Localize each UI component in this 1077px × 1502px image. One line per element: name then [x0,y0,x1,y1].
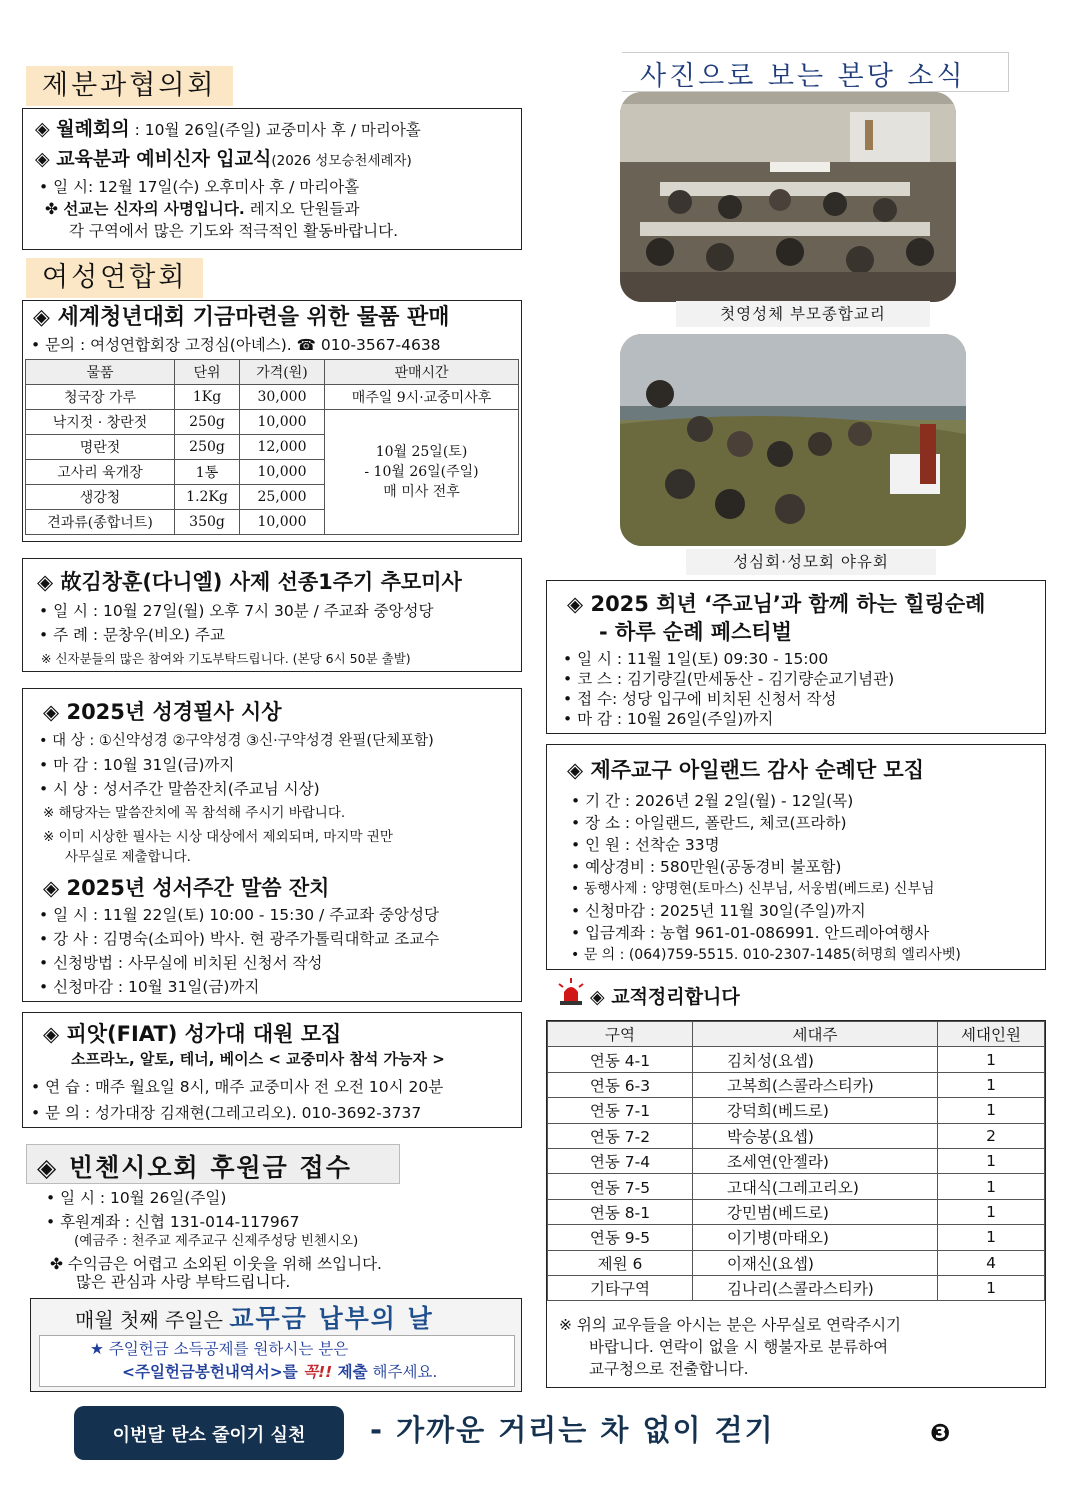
table-row: 제원 6 이재신(요셉) 4 [548,1250,1045,1275]
memorial-line-1: • 일 시 : 10월 27일(월) 오후 7시 30분 / 주교좌 중앙성당 [39,602,434,620]
pilgrimage-line-4: • 마 감 : 10월 26일(주일)까지 [563,710,774,728]
bible-line-b2: • 강 사 : 김명숙(소피아) 박사. 현 광주가톨릭대학교 조교수 [39,930,440,948]
dues-line-2: <주일헌금봉헌내역서>를 꼭!! 제출 해주세요. [122,1363,438,1381]
ireland-heading: ◈ 제주교구 아일랜드 감사 순례단 모집 [567,758,924,782]
footer-slogan: - 가까운 거리는 차 없이 걷기 [370,1413,775,1447]
dues-line-1: ★ 주일헌금 소득공제를 원하시는 분은 [90,1340,349,1358]
memorial-line-2: • 주 례 : 문창우(비오) 주교 [39,626,225,644]
memorial-box [22,558,522,672]
pilgrimage-line-2: • 코 스 : 김기량길(만세동산 - 김기량순교기념관) [563,670,895,688]
table-row: 연동 7-5 고대식(그레고리오) 1 [548,1174,1045,1199]
carbon-badge: 이번달 탄소 줄이기 실천 [74,1406,344,1460]
registry-table [547,1021,1045,1301]
ireland-line-6: • 신청마감 : 2025년 11월 30일(주일)까지 [571,902,866,920]
bible-heading-1: ◈ 2025년 성경필사 시상 [43,700,282,724]
table-row: 기타구역 김나리(스콜라스티카) 1 [548,1275,1045,1300]
photo-section-title: 사진으로 보는 본당 소식 [622,52,1009,92]
ireland-box [546,744,1046,970]
choir-line-1: • 연 습 : 매주 월요일 8시, 매주 교중미사 전 오전 10시 20분 [31,1078,444,1096]
vincent-line-3: (예금주 : 천주교 제주교구 신제주성당 빈첸시오) [74,1233,359,1249]
registry-box [546,1020,1046,1388]
table-row: 명란젓 250g 12,000 [26,435,519,460]
ireland-line-2: • 장 소 : 아일랜드, 폴란드, 체코(프라하) [571,814,847,832]
table-row: 견과류(종합너트) 350g 10,000 [26,510,519,535]
vincent-line-2: • 후원계좌 : 신협 131-014-117967 [46,1213,300,1231]
table-row: 연동 7-1 강덕희(베드로) 1 [548,1098,1045,1123]
table-row: 연동 7-2 박승봉(요셉) 2 [548,1123,1045,1148]
pilgrimage-line-3: • 접 수: 성당 입구에 비치된 신청서 작성 [563,690,837,708]
ireland-line-1: • 기 간 : 2026년 2월 2일(월) - 12일(목) [571,792,854,810]
photo-first-communion-class [620,92,956,302]
registry-header: 구역 세대주 세대인원 [548,1022,1045,1047]
photo-caption-2: 성심회·성모회 야유회 [686,549,936,575]
bible-line-b4: • 신청마감 : 10월 31일(금)까지 [39,978,260,996]
registry-heading: ◈ 교적정리합니다 [590,986,740,1008]
table-row: 연동 6-3 고복희(스콜라스티카) 1 [548,1072,1045,1097]
dues-headline: 매월 첫째 주일은 교무금 납부의 날 [75,1304,434,1333]
choir-sub: 소프라노, 알토, 테너, 베이스 < 교중미사 참석 가능자 > [71,1050,445,1068]
table-row: 연동 4-1 김치성(요셉) 1 [548,1047,1045,1072]
table-row: 낙지젓 · 창란젓 250g 10,000 10월 25일(토) - 10월 26일(주일) 매 미사 전후 [26,410,519,435]
table-row: 연동 7-4 조세연(안젤라) 1 [548,1148,1045,1173]
photo-caption-1: 첫영성체 부모종합교리 [676,301,930,327]
council-box [22,108,522,250]
choir-line-2: • 문 의 : 성가대장 김재현(그레고리오). 010-3692-3737 [31,1104,422,1122]
vincent-line-4: ✤ 수익금은 어렵고 소외된 이웃을 위해 쓰입니다. [50,1255,382,1273]
women-heading: ◈ 세계청년대회 기금마련을 위한 물품 판매 [33,305,450,330]
table-row: 생강청 1.2Kg 25,000 [26,485,519,510]
picnic-photo-illustration [620,334,966,546]
vincent-line-1: • 일 시 : 10월 26일(주일) [46,1189,227,1207]
table-row: 연동 9-5 이기병(마태오) 1 [548,1225,1045,1250]
pilgrimage-heading-1: ◈ 2025 희년 ‘주교님’과 함께 하는 힐링순례 [567,592,986,616]
women-title: 여성연합회 [26,258,203,298]
photo-picnic [620,334,966,546]
council-title: 제분과협의회 [26,66,233,106]
classroom-photo-illustration [620,92,956,302]
ireland-line-7: • 입금계좌 : 농협 961-01-086991. 안드레아여행사 [571,924,930,942]
table-row: 청국장 가루 1Kg 30,000 매주일 9시·교중미사후 [26,385,519,410]
siren-icon [556,978,586,1006]
women-box [22,300,522,542]
bible-line-b1: • 일 시 : 11월 22일(토) 10:00 - 15:30 / 주교좌 중앙성당 [39,906,439,924]
sales-table [25,359,519,535]
registry-note-3: 교구청으로 전출합니다. [589,1360,749,1378]
bible-line-a2: • 마 감 : 10월 31일(금)까지 [39,756,235,774]
table-row: 연동 8-1 강민범(베드로) 1 [548,1199,1045,1224]
council-line-1: ◈ 월례회의 : 10월 26일(주일) 교중미사 후 / 마리아홀 [35,118,421,140]
memorial-heading: ◈ 故김창훈(다니엘) 사제 선종1주기 추모미사 [37,570,462,594]
registry-note-1: ※ 위의 교우들을 아시는 분은 사무실로 연락주시기 [559,1316,902,1334]
council-line-5: 각 구역에서 많은 기도와 적극적인 활동바랍니다. [69,222,399,240]
sales-table-header: 물품 단위 가격(원) 판매시간 [26,360,519,385]
bible-line-a6: 사무실로 제출합니다. [65,849,191,865]
page-number: ❸ [930,1419,951,1447]
ireland-line-5: • 동행사제 : 양명현(토마스) 신부님, 서웅범(베드로) 신부님 [571,881,935,897]
vincent-title-bar: ◈ 빈첸시오회 후원금 접수 [26,1144,400,1184]
table-row: 고사리 육개장 1통 10,000 [26,460,519,485]
bible-heading-2: ◈ 2025년 성서주간 말씀 잔치 [43,876,330,900]
registry-note-2: 바랍니다. 연락이 없을 시 행불자로 분류하여 [589,1338,889,1356]
bible-box [22,688,522,1002]
bible-line-a3: • 시 상 : 성서주간 말씀잔치(주교님 시상) [39,780,320,798]
dues-notice [39,1335,515,1387]
pilgrimage-box [546,580,1046,734]
bible-line-a5: ※ 이미 시상한 필사는 시상 대상에서 제외되며, 마지막 권만 [43,829,393,845]
bible-line-b3: • 신청방법 : 사무실에 비치된 신청서 작성 [39,954,323,972]
dues-box [30,1298,522,1392]
ireland-line-4: • 예상경비 : 580만원(공동경비 불포함) [571,858,842,876]
sales-time-cell: 10월 25일(토) - 10월 26일(주일) 매 미사 전후 [325,410,519,535]
council-line-4: ✤ 선교는 신자의 사명입니다. 레지오 단원들과 [45,200,360,218]
bible-line-a1: • 대 상 : ①신약성경 ②구약성경 ③신·구약성경 완필(단체포함) [39,733,434,749]
memorial-line-3: ※ 신자분들의 많은 참여와 기도부탁드립니다. (본당 6시 50분 출발) [41,651,411,666]
council-line-3: • 일 시: 12월 17일(수) 오후미사 후 / 마리아홀 [39,178,360,196]
choir-heading: ◈ 피앗(FIAT) 성가대 대원 모집 [43,1022,342,1046]
women-contact: • 문의 : 여성연합회장 고정심(아녜스). ☎ 010-3567-4638 [31,336,441,354]
vincent-line-5: 많은 관심과 사랑 부탁드립니다. [76,1273,291,1291]
choir-box [22,1012,522,1128]
ireland-line-8: • 문 의 : (064)759-5515. 010-2307-1485(허명희 엘리사벳) [571,947,961,963]
ireland-line-3: • 인 원 : 선착순 33명 [571,836,720,854]
bible-line-a4: ※ 해당자는 말씀잔치에 꼭 참석해 주시기 바랍니다. [43,805,346,821]
pilgrimage-heading-2: - 하루 순례 페스티벌 [599,620,792,644]
pilgrimage-line-1: • 일 시 : 11월 1일(토) 09:30 - 15:00 [563,650,829,668]
council-line-2: ◈ 교육분과 예비신자 입교식(2026 성모승천세례자) [35,148,412,170]
